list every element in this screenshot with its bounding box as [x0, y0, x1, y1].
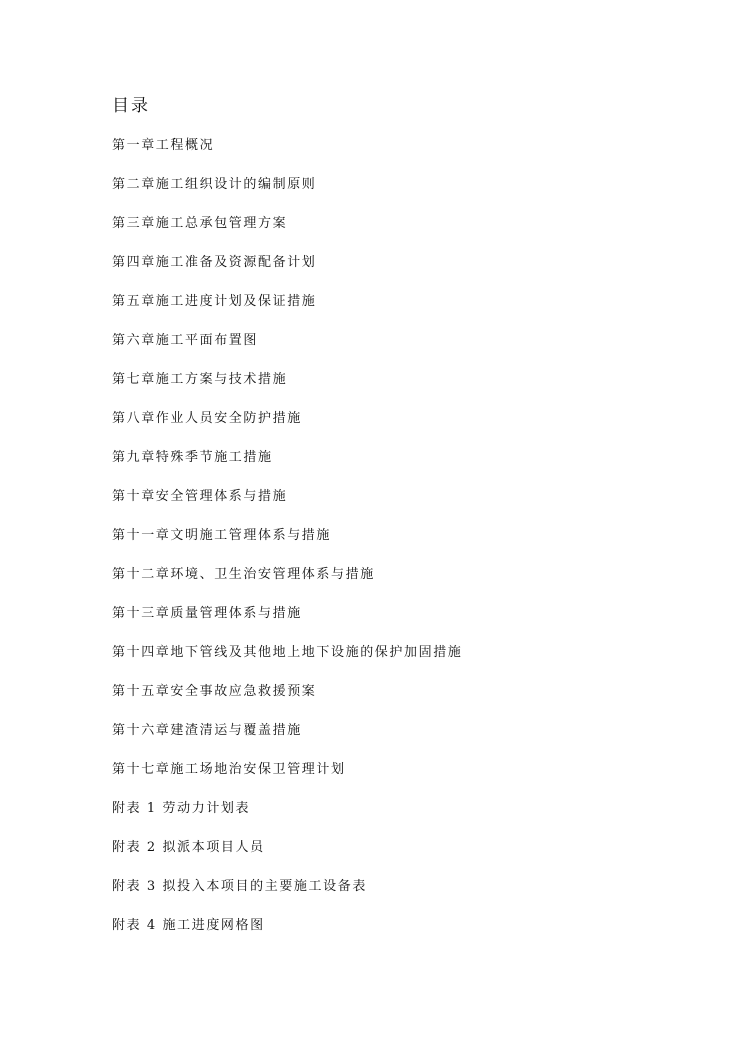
- toc-entry: 第二章施工组织设计的编制原则: [112, 177, 317, 192]
- toc-title: 目录: [112, 96, 150, 116]
- toc-entry: 第十六章建渣清运与覆盖措施: [112, 723, 302, 738]
- toc-entry: 第五章施工进度计划及保证措施: [112, 294, 317, 309]
- toc-list: [112, 136, 462, 955]
- toc-entry: 附表 4 施工进度网格图: [112, 918, 265, 933]
- toc-entry: 第十四章地下管线及其他地上地下设施的保护加固措施: [112, 645, 463, 660]
- toc-entry: 第十五章安全事故应急救援预案: [112, 684, 317, 699]
- toc-entry: 第八章作业人员安全防护措施: [112, 411, 302, 426]
- toc-entry: 第六章施工平面布置图: [112, 333, 259, 348]
- toc-entry: 第十二章环境、卫生治安管理体系与措施: [112, 567, 375, 582]
- toc-entry: 第十三章质量管理体系与措施: [112, 606, 302, 621]
- toc-entry: 第七章施工方案与技术措施: [112, 372, 288, 387]
- toc-entry: 附表 2 拟派本项目人员: [112, 840, 265, 855]
- toc-entry: 第九章特殊季节施工措施: [112, 450, 273, 465]
- toc-entry: 第十章安全管理体系与措施: [112, 489, 288, 504]
- toc-entry: 第四章施工准备及资源配备计划: [112, 255, 317, 270]
- toc-entry: 第十七章施工场地治安保卫管理计划: [112, 762, 346, 777]
- toc-entry: 第一章工程概况: [112, 138, 215, 153]
- toc-entry: 附表 1 劳动力计划表: [112, 801, 251, 816]
- toc-entry: 第三章施工总承包管理方案: [112, 216, 288, 231]
- toc-entry: 附表 3 拟投入本项目的主要施工设备表: [112, 879, 367, 894]
- toc-entry: 第十一章文明施工管理体系与措施: [112, 528, 332, 543]
